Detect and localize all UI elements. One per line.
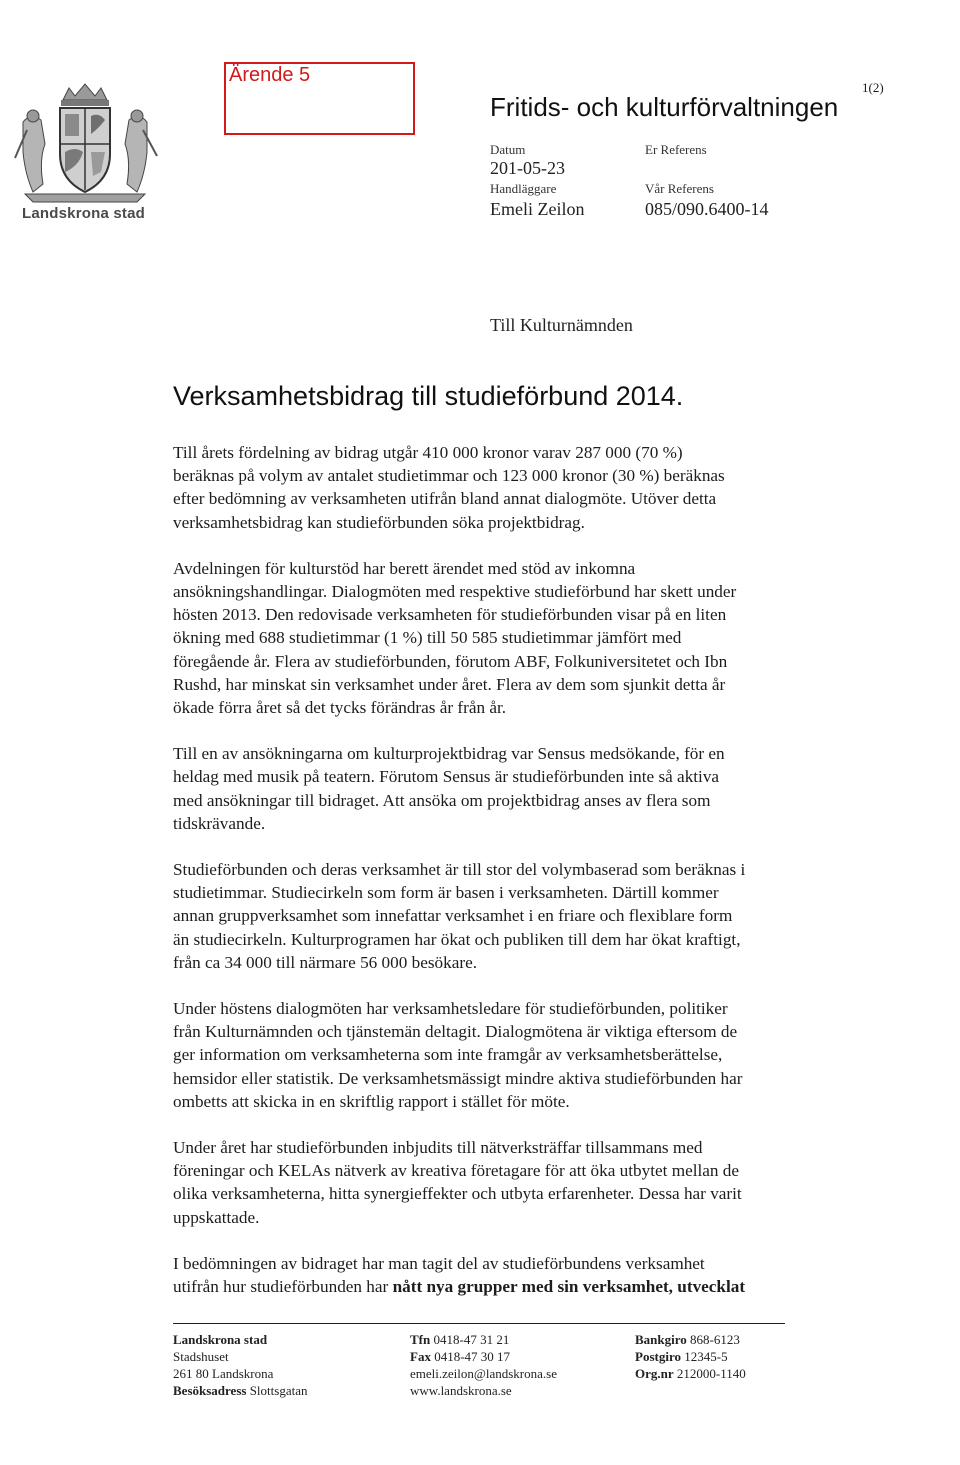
paragraph (173, 557, 893, 719)
paragraph (173, 1136, 893, 1229)
footer-fax (410, 1348, 557, 1365)
coat-of-arms-icon (5, 82, 165, 207)
footer-bankgiro-value: 868-6123 (686, 1332, 740, 1347)
document-title: Verksamhetsbidrag till studieförbund 2014. (173, 381, 684, 411)
text-line: Under året har studieförbunden inbjudits till nätverksträffar tillsammans med (173, 1138, 703, 1158)
footer-bankgiro-label: Bankgiro (635, 1332, 687, 1347)
text-line (173, 1275, 893, 1298)
footer-bankgiro (635, 1331, 746, 1348)
text-line: med ansökningar till bidraget. Att ansöka om projektbidrag anses av flera som (173, 790, 711, 810)
footer-orgnr (635, 1365, 746, 1382)
handlaggare-label: Handläggare (490, 181, 557, 196)
text-line: hösten 2013. Den redovisade verksamheten för studieförbunden visar på en liten (173, 605, 727, 625)
text-line: ökning med 688 studietimmar (1 %) till 50 585 studietimmar jämfört med (173, 628, 682, 648)
text-line: föreningar och KELAs nätverk av kreativa företagare för att öka utbytet mellan de (173, 1161, 739, 1181)
footer-visit-label: Besöksadress (173, 1383, 247, 1398)
org-name: Landskrona stad (22, 205, 146, 222)
footer-address (173, 1331, 307, 1399)
body-text (173, 441, 893, 1321)
page-number: 1(2) (862, 80, 884, 95)
text-line: uppskattade. (173, 1207, 260, 1227)
text-line: ansökningshandlingar. Dialogmöten med respektive studieförbund har skett under (173, 582, 737, 602)
text-line: ombetts att skicka in en skriftlig rapport i stället för möte. (173, 1091, 570, 1111)
datum-label: Datum (490, 142, 526, 157)
footer-org-name: Landskrona stad (173, 1332, 268, 1347)
footer-fax-value: 0418-47 30 17 (430, 1349, 511, 1364)
paragraph (173, 742, 893, 835)
footer-phone-label: Tfn (410, 1332, 431, 1347)
footer-postgiro-value: 12345-5 (680, 1349, 728, 1364)
footer-contact (410, 1331, 557, 1399)
datum-value: 201-05-23 (490, 158, 565, 178)
footer-email: emeli.zeilon@landskrona.se (410, 1366, 557, 1381)
footer-fax-label: Fax (410, 1349, 431, 1364)
text-line: ökade förra året så det tycks förändras år från år. (173, 698, 507, 718)
text-line: ger information om verksamheterna som inte framgår av verksamhetsberättelse, (173, 1045, 723, 1065)
footer-building: Stadshuset (173, 1349, 229, 1364)
text-line: beräknas på volym av antalet studietimmar och 123 000 kronor (30 %) beräknas (173, 466, 725, 486)
footer-phone-value: 0418-47 31 21 (430, 1332, 510, 1347)
text-line: efter bedömning av verksamheten utifrån bland annat dialogmöte. Utöver detta (173, 489, 717, 509)
text-line: olika verksamheterna, hitta synergieffekter och utbyta erfarenheter. Dessa har varit (173, 1184, 742, 1204)
paragraph (173, 858, 893, 974)
text-line: från Kulturnämnden och tjänstemän deltagit. Dialogmötena är viktiga eftersom de (173, 1022, 738, 1042)
text-line: studietimmar. Studiecirkeln som form är basen i verksamheten. Därtill kommer (173, 883, 719, 903)
text-line: Rushd, har minskat sin verksamhet under året. Flera av dem som sjunkit detta år (173, 674, 726, 694)
footer-orgnr-value: 212000-1140 (673, 1366, 746, 1381)
department-title: Fritids- och kulturförvaltningen (490, 92, 839, 122)
footer-postal: 261 80 Landskrona (173, 1366, 274, 1381)
paragraph (173, 997, 893, 1113)
text-line: Under höstens dialogmöten har verksamhetsledare för studieförbunden, politiker (173, 999, 728, 1019)
paragraph (173, 1252, 893, 1298)
text-line: Studieförbunden och deras verksamhet är till stor del volymbaserad som beräknas i (173, 860, 746, 880)
footer-website: www.landskrona.se (410, 1383, 512, 1398)
text-line: hemsidor eller statistik. De verksamhetsmässigt mindre aktiva studieförbunden har (173, 1068, 743, 1088)
text-line-bold: nått nya grupper med sin verksamhet, utvecklat (392, 1277, 746, 1297)
var-referens-value: 085/090.6400-14 (645, 199, 769, 219)
footer-visit-value: Slottsgatan (246, 1383, 308, 1398)
text-line: Till årets fördelning av bidrag utgår 410 000 kronor varav 287 000 (70 %) (173, 443, 683, 462)
footer-postgiro (635, 1348, 746, 1365)
text-line: Till en av ansökningarna om kulturprojektbidrag var Sensus medsökande, för en (173, 744, 725, 764)
text-line: verksamhetsbidrag kan studieförbunden söka projektbidrag. (173, 512, 585, 532)
footer-orgnr-label: Org.nr (635, 1366, 674, 1381)
text-line: än studiecirkeln. Kulturprogramen har ökat och publiken till dem har ökat kraftigt, (173, 929, 741, 949)
handlaggare-value: Emeli Zeilon (490, 199, 585, 219)
er-referens-label: Er Referens (645, 142, 707, 157)
paragraph (173, 441, 893, 534)
text-line: heldag med musik på teatern. Förutom Sensus är studieförbunden inte så aktiva (173, 767, 720, 787)
arende-label: Ärende 5 (229, 64, 311, 86)
footer-postgiro-label: Postgiro (635, 1349, 681, 1364)
text-line: annan gruppverksamhet som innefattar verksamhet i en friare och flexiblare form (173, 906, 733, 926)
text-line: tidskrävande. (173, 813, 266, 833)
footer-payment (635, 1331, 746, 1382)
text-line: I bedömningen av bidraget har man tagit del av studieförbundens verksamhet (173, 1253, 705, 1273)
var-referens-label: Vår Referens (645, 181, 714, 196)
recipient: Till Kulturnämnden (490, 315, 633, 335)
footer-phone (410, 1331, 557, 1348)
footer-visit-address (173, 1382, 307, 1399)
text-line: föregående år. Flera av studieförbunden, förutom ABF, Folkuniversitetet och Ibn (173, 651, 728, 671)
text-line: från ca 34 000 till närmare 56 000 besökare. (173, 952, 478, 972)
footer-divider (173, 1323, 785, 1324)
text-line: Avdelningen för kulturstöd har berett ärendet med stöd av inkomna (173, 558, 636, 578)
text-line-plain: utifrån hur studieförbunden har (173, 1277, 393, 1297)
